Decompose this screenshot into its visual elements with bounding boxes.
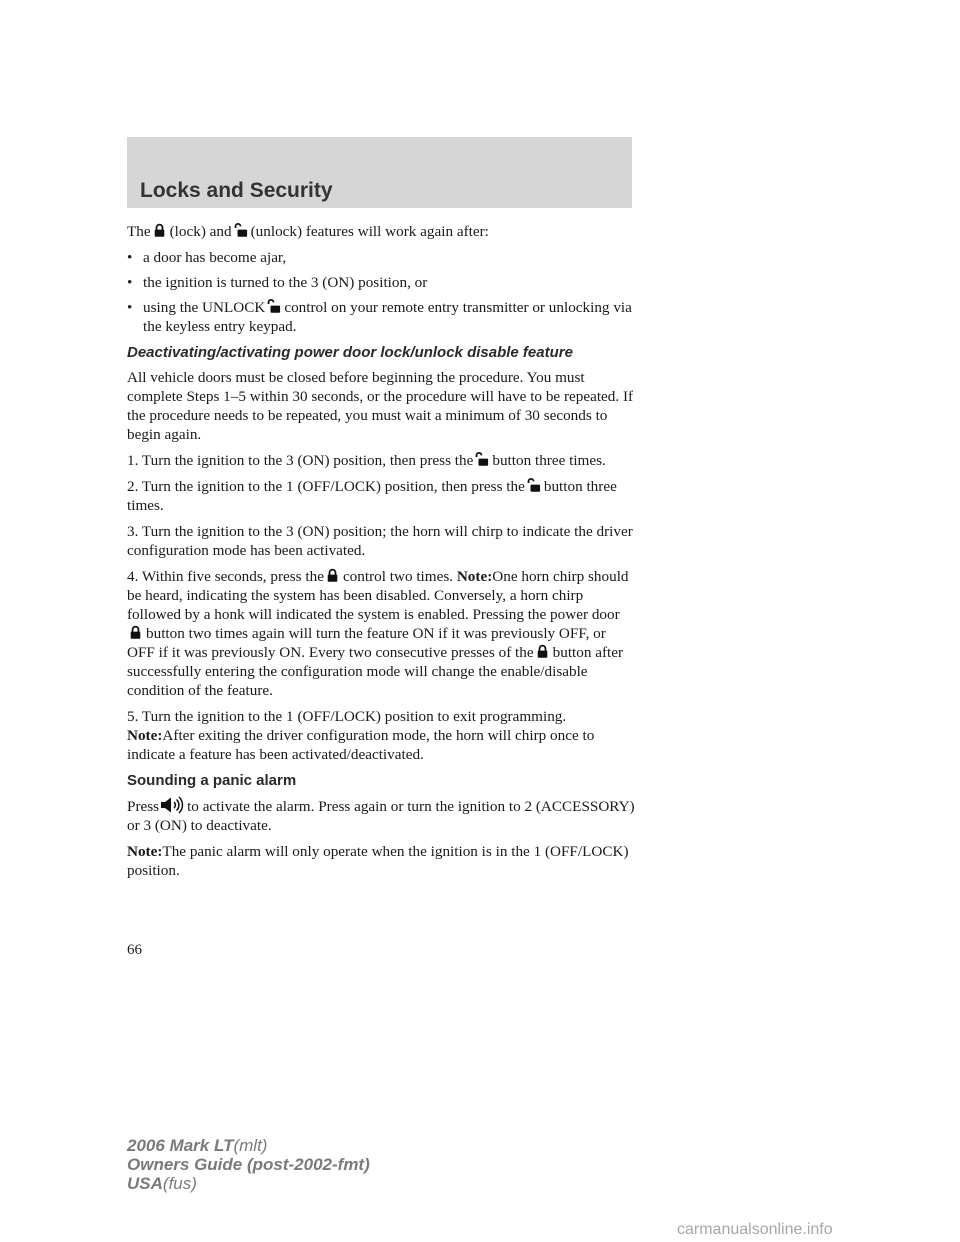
- panic-horn-icon: [160, 796, 184, 814]
- list-item: • the ignition is turned to the 3 (ON) position, or: [127, 274, 428, 291]
- unlock-icon: [266, 299, 281, 313]
- unlock-icon: [526, 478, 541, 492]
- page-number: 66: [127, 942, 142, 958]
- site-watermark[interactable]: carmanualsonline.info: [677, 1221, 833, 1238]
- condition-list: [127, 248, 637, 336]
- intro-paragraph: The (lock) and (unlock) features will work again after:: [127, 223, 489, 240]
- lock-icon: [325, 568, 340, 582]
- page-content: [127, 222, 637, 887]
- unlock-icon: [233, 223, 248, 237]
- bullet: •: [127, 274, 133, 291]
- list-item: • a door has become ajar,: [127, 249, 287, 266]
- footer-line-model: 2006 Mark LT(mlt): [127, 1136, 268, 1155]
- document-footer: [127, 1136, 370, 1193]
- deactivate-heading: Deactivating/activating power door lock/unlock disable feature: [127, 344, 573, 361]
- note-label: Note:: [127, 727, 163, 744]
- panic-note: Note:The panic alarm will only operate when the ignition is in the 1 (OFF/LOCK) position.: [127, 843, 629, 879]
- lock-icon: [152, 223, 167, 237]
- footer-line-guide: Owners Guide (post-2002-fmt): [127, 1155, 370, 1174]
- step-5: 5. Turn the ignition to the 1 (OFF/LOCK) position to exit programming. Note:After exiting the driver configuration mode, the horn will chirp once to indicate a feature has been activated/deactivated.: [127, 708, 595, 763]
- note-label: Note:: [456, 568, 493, 585]
- bullet: •: [127, 299, 133, 316]
- section-header-band: [127, 137, 632, 208]
- step-2: 2. Turn the ignition to the 1 (OFF/LOCK) position, then press the button three times.: [127, 478, 617, 514]
- step-4: 4. Within five seconds, press the control two times. Note:One horn chirp should be heard, indicating the system has been disabled. Conversely, a horn chirp followed by a honk will indicated the system is enabled. Pressing the power door button two times again will turn the feature ON if it was previously OFF, or OFF if it was previously ON. Every two consecutive presses of the button after successfully entering the configuration mode will change the enable/disable condition of the feature.: [127, 568, 629, 699]
- procedure-intro: All vehicle doors must be closed before beginning the procedure. You must complete Steps 1–5 within 30 seconds, or the procedure will have to be repeated. If the procedure needs to be repeated, you must wait a minimum of 30 seconds to begin again.: [127, 369, 634, 443]
- list-item: • using the UNLOCK control on your remote entry transmitter or unlocking via the keyless entry keypad.: [127, 299, 632, 335]
- note-label: Note:: [127, 843, 163, 860]
- section-title: Locks and Security: [140, 179, 333, 202]
- footer-line-region: USA(fus): [127, 1174, 197, 1193]
- step-3: 3. Turn the ignition to the 3 (ON) position; the horn will chirp to indicate the driver configuration mode has been activated.: [127, 523, 633, 559]
- step-1: 1. Turn the ignition to the 3 (ON) position, then press the button three times.: [127, 452, 606, 469]
- lock-icon: [128, 625, 143, 639]
- lock-icon: [535, 644, 550, 658]
- unlock-icon: [474, 452, 489, 466]
- panic-paragraph: Press to activate the alarm. Press again or turn the ignition to 2 (ACCESSORY) or 3 (ON) to deactivate.: [127, 798, 635, 834]
- panic-heading: Sounding a panic alarm: [127, 772, 297, 789]
- bullet: •: [127, 249, 133, 266]
